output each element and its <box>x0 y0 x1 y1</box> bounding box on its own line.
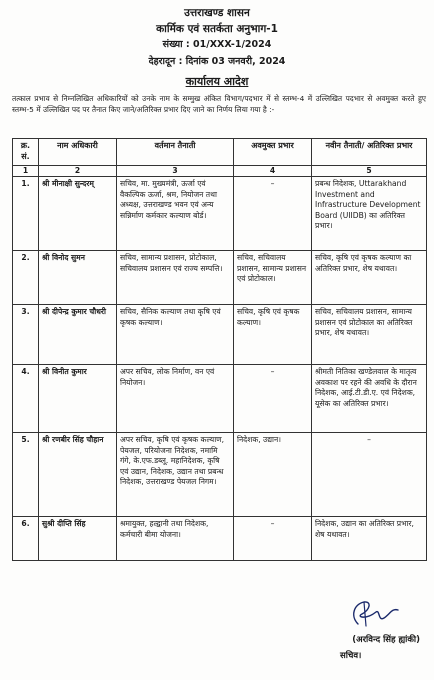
cell-current: सचिव, मा. मुख्यमंत्री, ऊर्जा एवं वैकल्पिक ऊर्जा, श्रम, नियोजन तथा अध्यक्ष, उत्तराखण्ड भवन एवं अन्य सन्निर्माण कर्मकार कल्याण बोर्ड। <box>117 177 234 251</box>
signatory-name: (अरविन्द सिंह ह्यांकी) <box>352 635 420 645</box>
cell-name: सुश्री दीप्ति सिंह <box>39 517 117 561</box>
column-number: 4 <box>234 166 312 177</box>
cell-name: श्री विनीत कुमार <box>39 365 117 433</box>
column-number: 2 <box>39 166 117 177</box>
header-name: नाम अधिकारी <box>39 139 117 166</box>
intro-paragraph: तत्काल प्रभाव से निम्नलिखित अधिकारियों को उनके नाम के सम्मुख अंकित विभाग/पदभार में से स्तम्भ-4 में उल्लिखित पदभार से अवमुक्त करते हुए स्तम्भ-5 में उल्लिखित पद पर तैनात किए जाने/अतिरिक्त प्रभार दिए जाने का निर्णय लिया गया है :- <box>12 94 426 115</box>
cell-name: श्री दीपेन्द्र कुमार चौधरी <box>39 305 117 365</box>
table-row <box>13 177 427 251</box>
signature-scribble <box>320 598 420 628</box>
signatory-designation: सचिव। <box>340 651 362 661</box>
table-row <box>13 517 427 561</box>
header-current-posting: वर्तमान तैनाती <box>117 139 234 166</box>
cell-sn: 1. <box>13 177 39 251</box>
header-government: उत्तराखण्ड शासन <box>184 7 250 19</box>
header-new-posting: नवीन तैनाती/ अतिरिक्त प्रभार <box>312 139 427 166</box>
cell-sn: 5. <box>13 433 39 517</box>
table-row <box>13 305 427 365</box>
officers-table <box>12 138 427 561</box>
cell-name: श्री विनोद सुमन <box>39 251 117 305</box>
column-number: 3 <box>117 166 234 177</box>
cell-sn: 6. <box>13 517 39 561</box>
cell-new: प्रबन्ध निदेशक, Uttarakhand Investment and Infrastructure Development Board (UIIDB) का अतिरिक्त प्रभार। <box>312 177 427 251</box>
cell-sn: 4. <box>13 365 39 433</box>
cell-relieved: सचिव, कृषि एवं कृषक कल्याण। <box>234 305 312 365</box>
header-department: कार्मिक एवं सतर्कता अनुभाग-1 <box>156 23 278 35</box>
cell-relieved: – <box>234 517 312 561</box>
column-number: 1 <box>13 166 39 177</box>
cell-new: सचिव, कृषि एवं कृषक कल्याण का अतिरिक्त प्रभार, शेष यथावत। <box>312 251 427 305</box>
cell-current: अपर सचिव, लोक निर्माण, वन एवं नियोजन। <box>117 365 234 433</box>
cell-sn: 2. <box>13 251 39 305</box>
header-date: देहरादून : दिनांक 03 जनवरी, 2024 <box>148 56 286 67</box>
header-sn: क्र. सं. <box>13 139 39 166</box>
cell-relieved: सचिव, सचिवालय प्रशासन, सामान्य प्रशासन एवं प्रोटोकाल। <box>234 251 312 305</box>
header-number: संख्या : 01/XXX-1/2024 <box>162 39 272 50</box>
table-row <box>13 433 427 517</box>
cell-current: श्रमायुक्त, हल्द्वानी तथा निदेशक, कर्मचारी बीमा योजना। <box>117 517 234 561</box>
cell-name: श्री रणबीर सिंह चौहान <box>39 433 117 517</box>
cell-relieved: – <box>234 365 312 433</box>
cell-current: सचिव, सैनिक कल्याण तथा कृषि एवं कृषक कल्याण। <box>117 305 234 365</box>
table-header-row <box>13 139 427 166</box>
cell-name: श्री मीनाक्षी सुन्दरम् <box>39 177 117 251</box>
cell-current: अपर सचिव, कृषि एवं कृषक कल्याण, पेयजल, परियोजना निदेशक, नमामि गंगे, के.एफ.डब्लू. महानिदेशक, कृषि एवं उद्यान, निदेशक, उद्यान तथा प्रबन्ध निदेशक, उत्तराखण्ड पेयजल निगम। <box>117 433 234 517</box>
cell-new: – <box>312 433 427 517</box>
cell-new: निदेशक, उद्यान का अतिरिक्त प्रभार, शेष यथावत। <box>312 517 427 561</box>
cell-new: श्रीमती नितिका खण्डेलवाल के मातृत्व अवकाश पर रहने की अवधि के दौरान निदेशक, आई.टी.डी.ए. एवं निदेशक, यूसेक का अतिरिक्त प्रभार। <box>312 365 427 433</box>
cell-current: सचिव, सामान्य प्रशासन, प्रोटोकाल, सचिवालय प्रशासन एवं राज्य सम्पत्ति। <box>117 251 234 305</box>
table-row <box>13 365 427 433</box>
table-row <box>13 251 427 305</box>
cell-relieved: – <box>234 177 312 251</box>
cell-relieved: निदेशक, उद्यान। <box>234 433 312 517</box>
header-relieved-charge: अवमुक्त प्रभार <box>234 139 312 166</box>
column-number: 5 <box>312 166 427 177</box>
cell-new: सचिव, सचिवालय प्रशासन, सामान्य प्रशासन एवं प्रोटोकाल का अतिरिक्त प्रभार, शेष यथावत। <box>312 305 427 365</box>
column-number-row <box>13 166 427 177</box>
cell-sn: 3. <box>13 305 39 365</box>
page-title: कार्यालय आदेश <box>185 75 249 88</box>
